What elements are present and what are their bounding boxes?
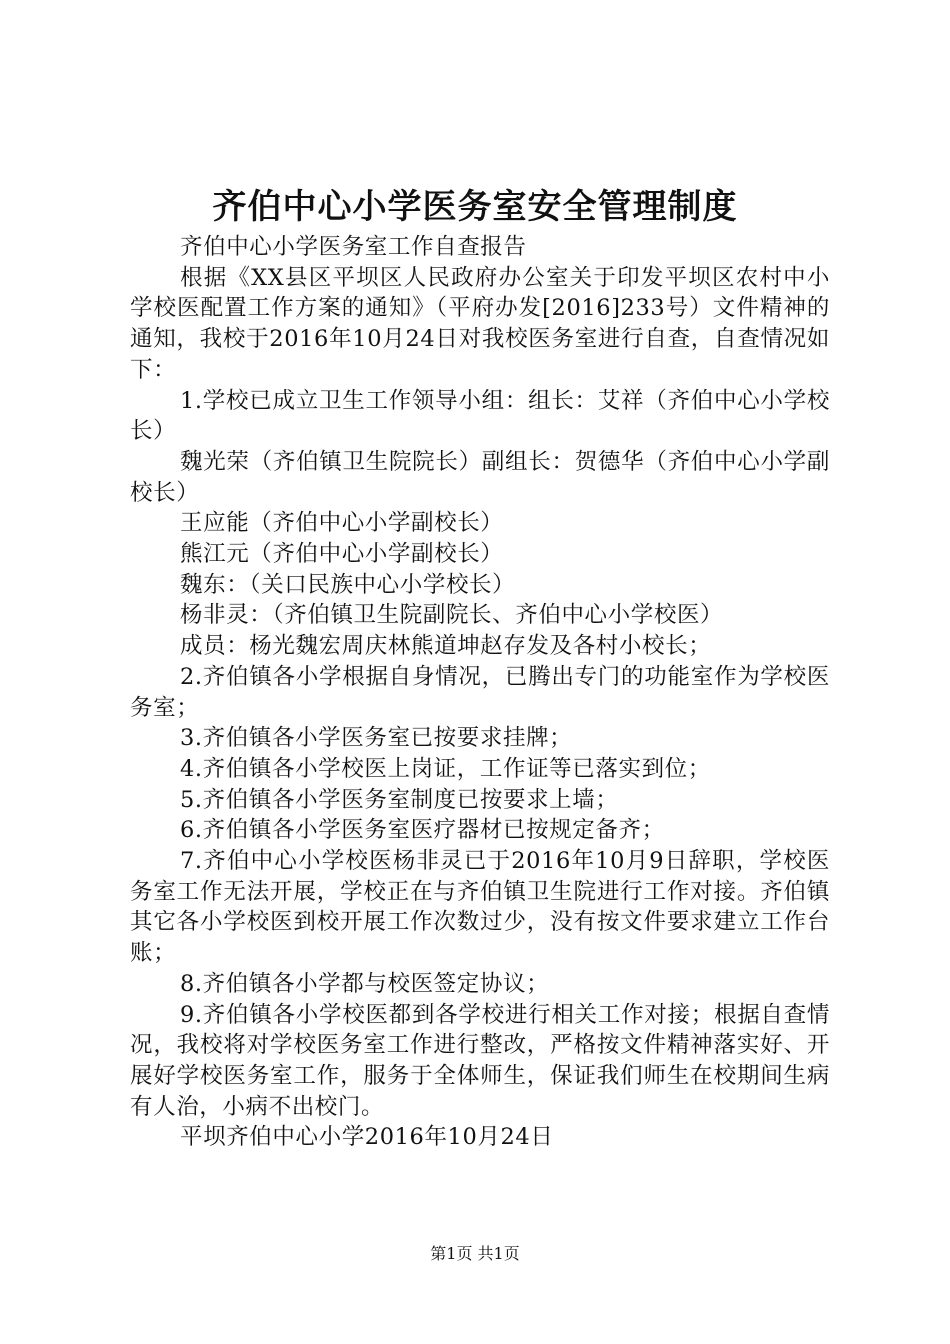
paragraph-item-6: 6.齐伯镇各小学医务室医疗器材已按规定备齐； — [180, 817, 665, 844]
paragraph-item-9: 9.齐伯镇各小学校医都到各学校进行相关工作对接；根据自查情况，我校将对学校医务室工作进行整改，严格按文件精神落实好、开展好学校医务室工作，服务于全体师生，保证我们师生在校期间生病有人治，小病不出校门。 — [130, 1001, 830, 1120]
paragraph-members: 成员：杨光魏宏周庆林熊道坤赵存发及各村小校长； — [180, 633, 712, 660]
page-footer: 第1页 共1页 — [430, 1244, 520, 1263]
paragraph-item-7: 7.齐伯中心小学校医杨非灵已于2016年10月9日辞职，学校医务室工作无法开展，学校正在与齐伯镇卫生院进行工作对接。齐伯镇其它各小学校医到校开展工作次数过少，没有按文件要求建立工作台账； — [130, 848, 830, 967]
paragraph-signature-date: 平坝齐伯中心小学2016年10月24日 — [180, 1124, 554, 1151]
paragraph-item-5: 5.齐伯镇各小学医务室制度已按要求上墙； — [180, 786, 619, 813]
paragraph-item-1: 1.学校已成立卫生工作领导小组：组长：艾祥（齐伯中心小学校长） — [130, 387, 830, 445]
paragraph-item-4: 4.齐伯镇各小学校医上岗证，工作证等已落实到位； — [180, 755, 711, 782]
document-body — [130, 232, 830, 1153]
paragraph-item-8: 8.齐伯镇各小学都与校医签定协议； — [180, 970, 550, 997]
document-title: 齐伯中心小学医务室安全管理制度 — [212, 187, 738, 227]
paragraph-deputy-leader: 魏光荣（齐伯镇卫生院院长）副组长：贺德华（齐伯中心小学副校长） — [130, 448, 830, 506]
paragraph-item-2: 2.齐伯镇各小学根据自身情况，已腾出专门的功能室作为学校医务室； — [130, 663, 830, 721]
paragraph-member-wang: 王应能（齐伯中心小学副校长） — [180, 510, 504, 537]
paragraph-item-3: 3.齐伯镇各小学医务室已按要求挂牌； — [180, 725, 573, 752]
paragraph-member-xiong: 熊江元（齐伯中心小学副校长） — [180, 541, 504, 568]
paragraph-member-yang: 杨非灵：（齐伯镇卫生院副院长、齐伯中心小学校医） — [180, 602, 724, 629]
paragraph-report-heading: 齐伯中心小学医务室工作自查报告 — [180, 234, 527, 260]
paragraph-member-wei: 魏东：（关口民族中心小学校长） — [180, 571, 516, 598]
paragraph-intro: 根据《XX县区平坝区人民政府办公室关于印发平坝区农村中小学校医配置工作方案的通知》（平府办发[2016]233号）文件精神的通知，我校于2016年10月24日对我校医务室进行自查，自查情况如下： — [130, 264, 830, 383]
